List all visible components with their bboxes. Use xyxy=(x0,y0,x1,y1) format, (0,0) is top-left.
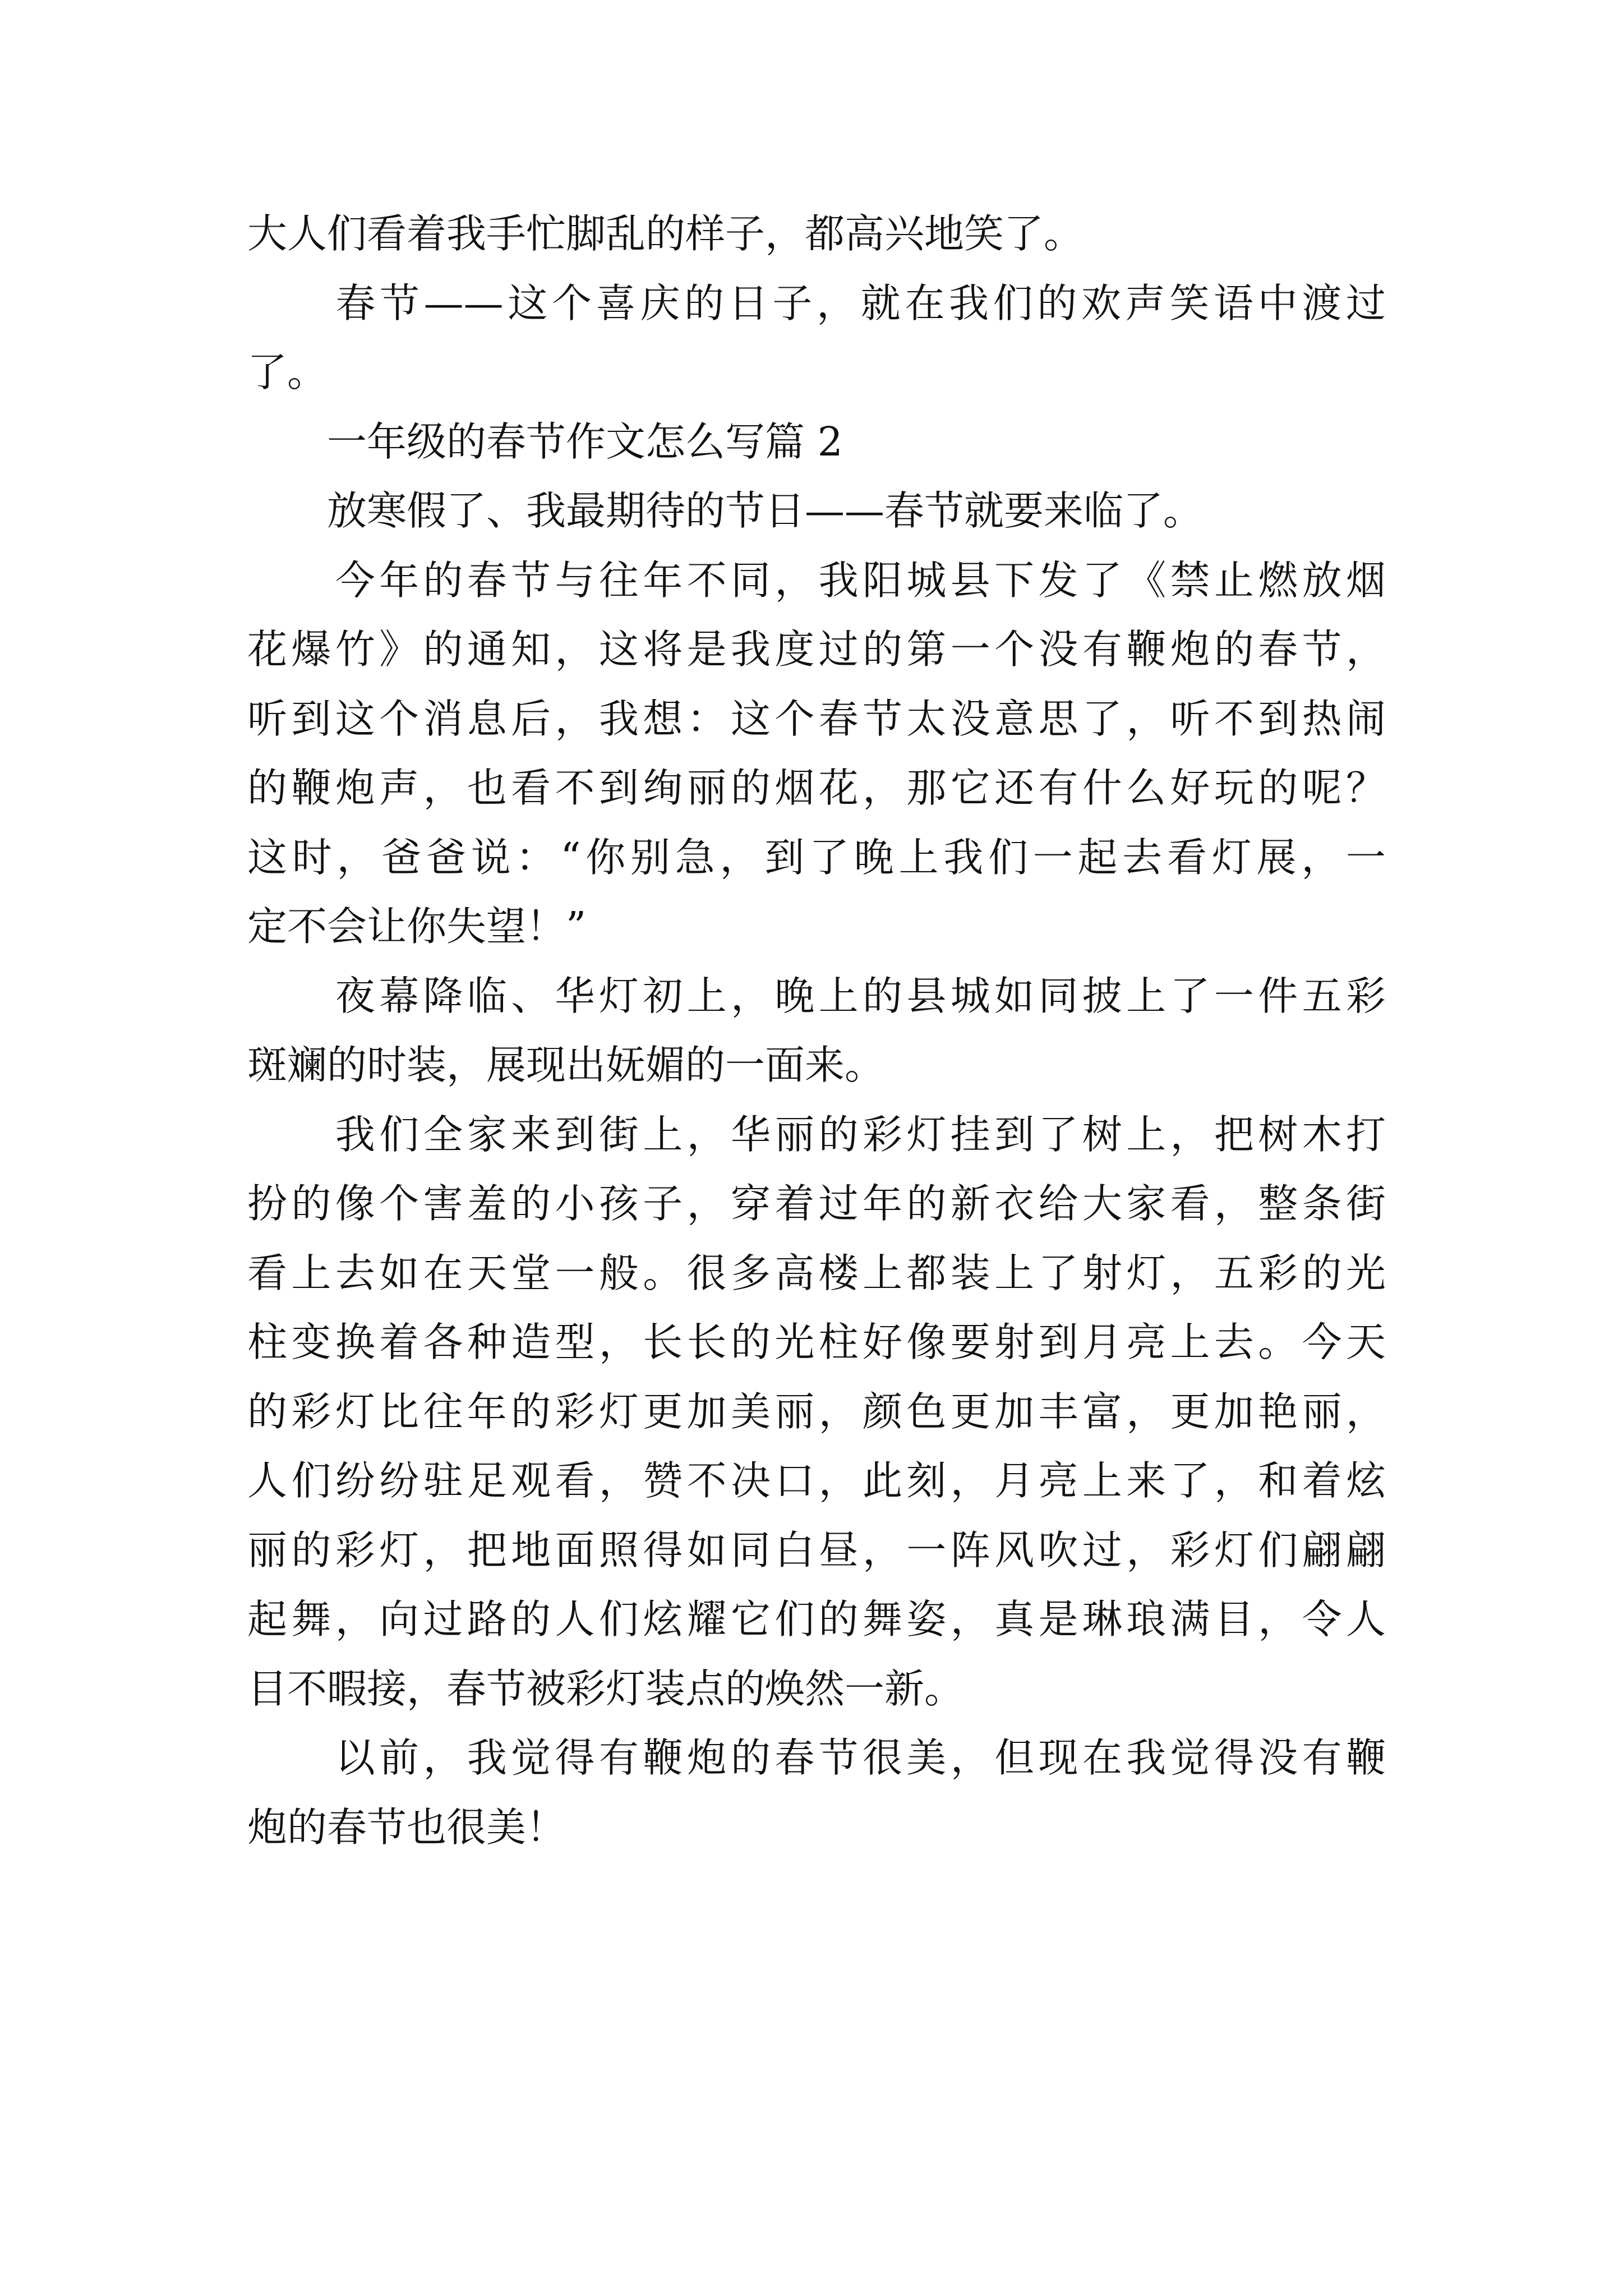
text-line: 以前，我觉得有鞭炮的春节很美，但现在我觉得没有鞭 xyxy=(247,1734,1386,1781)
text-line: 一年级的春节作文怎么写篇 2 xyxy=(247,418,843,465)
text-line: 我们全家来到街上，华丽的彩灯挂到了树上，把树木打 xyxy=(247,1111,1386,1158)
text-line: 斑斓的时装，展现出妩媚的一面来。 xyxy=(247,1042,885,1088)
text-line: 这时，爸爸说：“你别急，到了晚上我们一起去看灯展，一 xyxy=(247,834,1386,881)
text-line: 柱变换着各种造型，长长的光柱好像要射到月亮上去。今天 xyxy=(247,1319,1386,1365)
text-line: 丽的彩灯，把地面照得如同白昼，一阵风吹过，彩灯们翩翩 xyxy=(247,1526,1386,1573)
text-line: 春节——这个喜庆的日子，就在我们的欢声笑语中渡过 xyxy=(247,279,1386,326)
text-line: 大人们看着我手忙脚乱的样子，都高兴地笑了。 xyxy=(247,210,1084,257)
text-line: 人们纷纷驻足观看，赞不决口，此刻，月亮上来了，和着炫 xyxy=(247,1457,1386,1504)
document-body xyxy=(247,199,1386,1862)
text-line: 放寒假了、我最期待的节日——春节就要来临了。 xyxy=(247,487,1204,534)
text-line: 起舞，向过路的人们炫耀它们的舞姿，真是琳琅满目，令人 xyxy=(247,1596,1386,1642)
text-line: 看上去如在天堂一般。很多高楼上都装上了射灯，五彩的光 xyxy=(247,1249,1386,1296)
text-line: 夜幕降临、华灯初上，晚上的县城如同披上了一件五彩 xyxy=(247,972,1386,1019)
text-line: 了。 xyxy=(247,349,328,395)
text-line: 炮的春节也很美！ xyxy=(247,1803,566,1851)
text-line: 定不会让你失望！” xyxy=(247,903,587,950)
text-line: 今年的春节与往年不同，我阳城县下发了《禁止燃放烟 xyxy=(247,556,1386,604)
text-line: 听到这个消息后，我想：这个春节太没意思了，听不到热闹 xyxy=(247,695,1386,742)
text-line: 目不暇接，春节被彩灯装点的焕然一新。 xyxy=(247,1665,965,1712)
text-line: 的鞭炮声，也看不到绚丽的烟花，那它还有什么好玩的呢？ xyxy=(247,765,1386,811)
text-line: 扮的像个害羞的小孩子，穿着过年的新衣给大家看，整条街 xyxy=(247,1180,1386,1227)
text-line: 的彩灯比往年的彩灯更加美丽，颜色更加丰富，更加艳丽， xyxy=(247,1388,1386,1435)
text-line: 花爆竹》的通知，这将是我度过的第一个没有鞭炮的春节， xyxy=(247,626,1386,673)
